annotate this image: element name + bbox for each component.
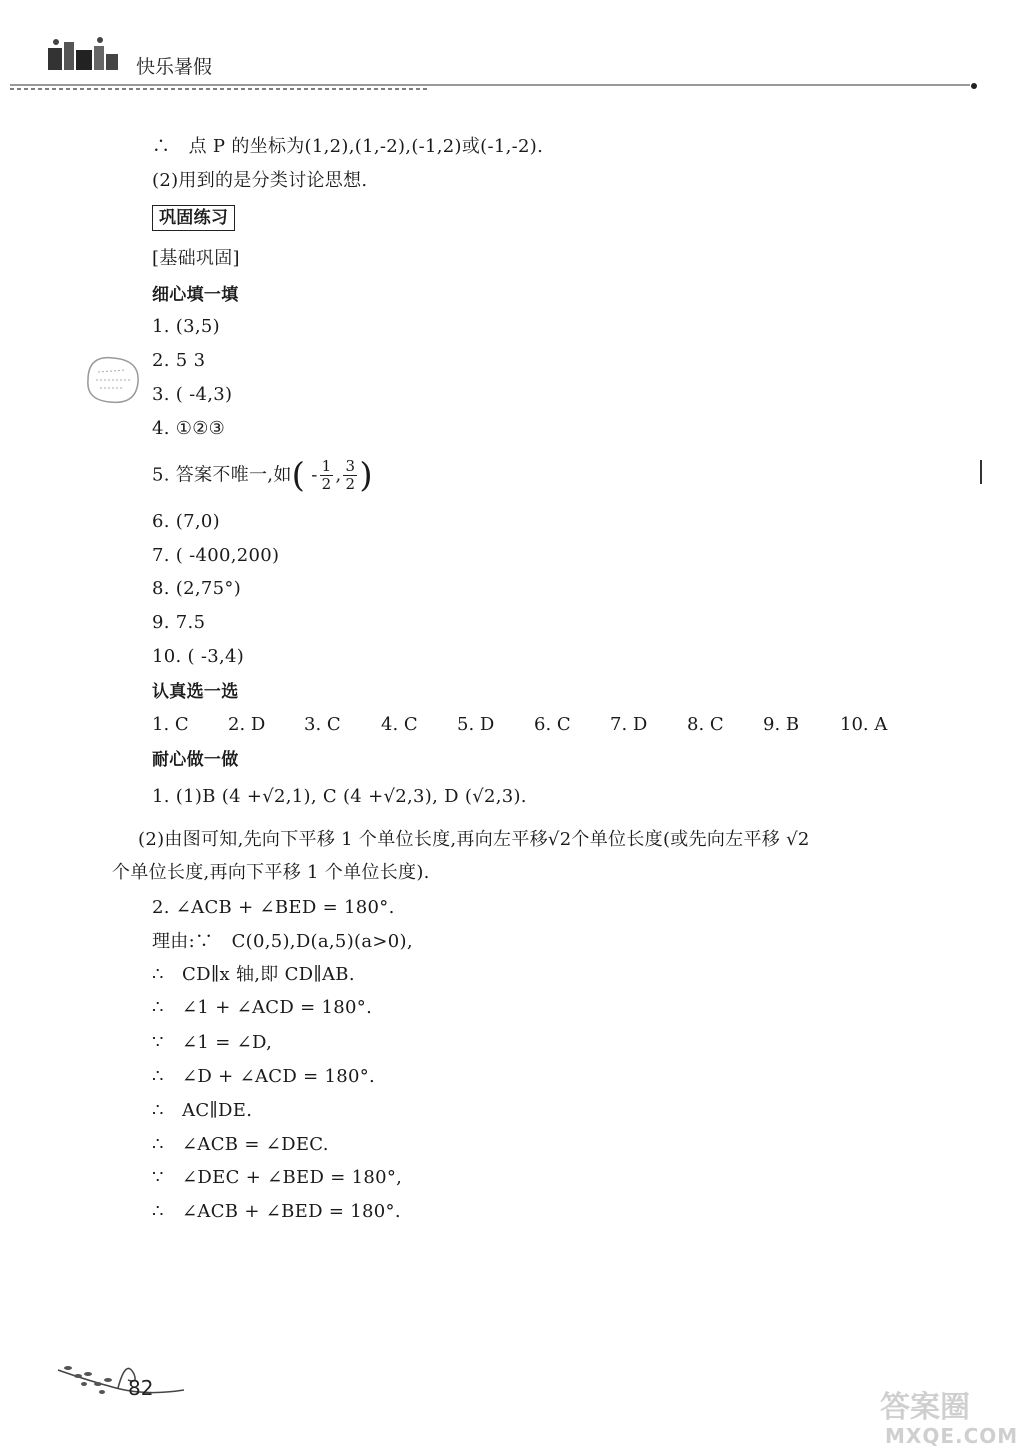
- work-answer: ∵ ∠1 = ∠D,: [152, 1032, 273, 1053]
- subsection-label: [基础巩固]: [152, 248, 240, 269]
- choice-answer: 9. B: [763, 714, 800, 735]
- fill-answer: 1. (3,5): [152, 316, 220, 337]
- fill-answer-5-prefix: 5. 答案不唯一,如: [152, 464, 292, 486]
- work-answer: ∵ ∠DEC + ∠BED = 180°,: [152, 1167, 403, 1188]
- watermark-url: MXQE.COM: [885, 1424, 1018, 1448]
- fill-answer: 3. ( -4,3): [152, 384, 233, 405]
- margin-mark: [980, 460, 982, 484]
- fill-answer: 6. (7,0): [152, 511, 220, 532]
- answer-line: ∴ 点 P 的坐标为(1,2),(1,-2),(-1,2)或(-1,-2).: [152, 136, 544, 157]
- work-answer: ∴ CD∥x 轴,即 CD∥AB.: [152, 964, 355, 985]
- fill-answer: 9. 7.5: [152, 612, 206, 633]
- choice-answer: 2. D: [228, 714, 266, 735]
- header-logo-icon: [44, 34, 124, 78]
- section-heading: 耐心做一做: [152, 750, 239, 770]
- choice-answer: 1. C: [152, 714, 189, 735]
- fill-answer-5: 5. 答案不唯一,如( - $\frac{1}{2}$ , $\frac{3}{2}$ ): [152, 455, 373, 496]
- section-heading: 细心填一填: [152, 285, 239, 305]
- fill-answer: 8. (2,75°): [152, 578, 242, 599]
- work-answer: 2. ∠ACB + ∠BED = 180°.: [152, 897, 395, 918]
- work-answer: 理由:∵ C(0,5),D(a,5)(a>0),: [152, 931, 413, 952]
- choice-answers-row: [152, 714, 892, 738]
- work-answer: ∴ ∠D + ∠ACD = 180°.: [152, 1066, 376, 1087]
- fraction: $\frac{3}{2}$: [345, 457, 356, 493]
- choice-answer: 10. A: [840, 714, 888, 735]
- work-answer: 个单位长度,再向下平移 1 个单位长度).: [112, 862, 430, 883]
- choice-answer: 6. C: [534, 714, 571, 735]
- fill-answer: 2. 5 3: [152, 350, 206, 371]
- vine-ornament-icon: [56, 1350, 186, 1410]
- work-answer: ∴ AC∥DE.: [152, 1100, 253, 1121]
- work-answer: ∴ ∠ACB = ∠DEC.: [152, 1134, 329, 1155]
- header-divider: [10, 84, 980, 90]
- work-answer: ∴ ∠ACB + ∠BED = 180°.: [152, 1201, 401, 1222]
- work-answer: 1. (1)B (4 +√2,1), C (4 +√2,3), D (√2,3).: [152, 786, 527, 807]
- section-box-title: 巩固练习: [152, 205, 235, 231]
- page-number: 82: [128, 1376, 154, 1400]
- fraction: $\frac{1}{2}$: [321, 457, 332, 493]
- fill-answer: 4. ①②③: [152, 418, 226, 439]
- choice-answer: 7. D: [610, 714, 648, 735]
- fill-answer: 10. ( -3,4): [152, 646, 245, 667]
- header-title: 快乐暑假: [136, 56, 213, 78]
- work-answer: ∴ ∠1 + ∠ACD = 180°.: [152, 997, 373, 1018]
- stamp-icon: [78, 350, 148, 410]
- choice-answer: 5. D: [457, 714, 495, 735]
- work-answer: (2)由图可知,先向下平移 1 个单位长度,再向左平移√2个单位长度(或先向左平移 √2: [138, 829, 810, 850]
- watermark-logo: 答案圈: [880, 1390, 970, 1425]
- section-heading: 认真选一选: [152, 682, 239, 702]
- answer-line: (2)用到的是分类讨论思想.: [152, 170, 368, 191]
- choice-answer: 8. C: [687, 714, 724, 735]
- fill-answer: 7. ( -400,200): [152, 545, 280, 566]
- choice-answer: 4. C: [381, 714, 418, 735]
- choice-answer: 3. C: [304, 714, 341, 735]
